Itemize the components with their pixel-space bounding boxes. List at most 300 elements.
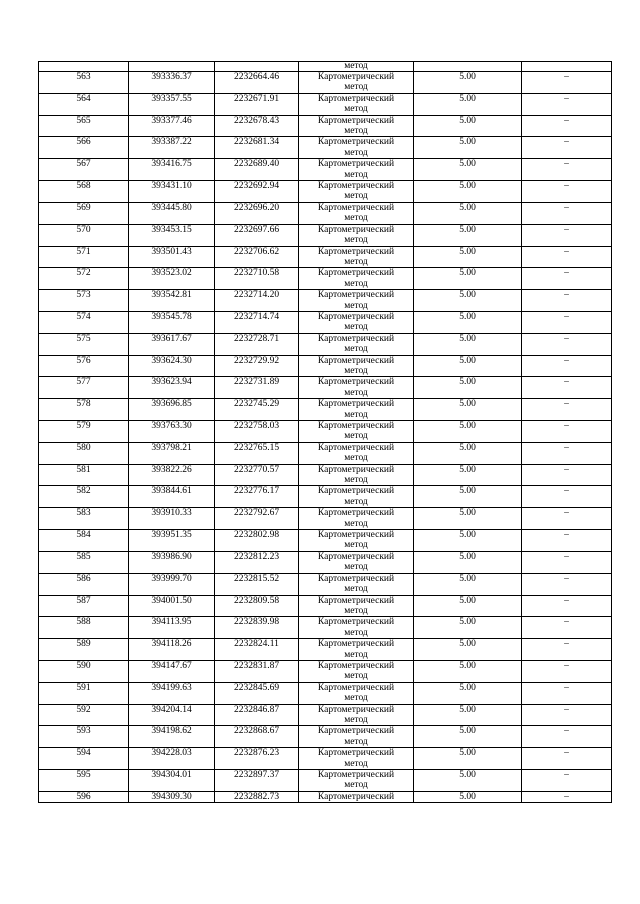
point-number-cell: 565 — [39, 115, 129, 137]
accuracy-cell: 5.00 — [414, 93, 522, 115]
y-coordinate-cell: 2232678.43 — [215, 115, 299, 137]
x-coordinate-cell: 393798.21 — [129, 442, 215, 464]
method-cell — [299, 442, 414, 464]
method-cell — [299, 486, 414, 508]
method-line-1: Картометрический — [317, 748, 395, 759]
x-coordinate-cell: 394113.95 — [129, 617, 215, 639]
x-coordinate-cell: 393501.43 — [129, 246, 215, 268]
note-cell: – — [522, 682, 612, 704]
method-line-1: Картометрический — [317, 333, 395, 344]
point-number-cell: 569 — [39, 202, 129, 224]
method-line-2: метод — [344, 736, 368, 747]
x-coordinate-cell: 394228.03 — [129, 748, 215, 770]
note-cell: – — [522, 224, 612, 246]
cell-empty — [39, 62, 129, 72]
method-cell — [299, 311, 414, 333]
y-coordinate-cell: 2232692.94 — [215, 181, 299, 203]
accuracy-cell: 5.00 — [414, 159, 522, 181]
point-number-cell: 582 — [39, 486, 129, 508]
note-cell: – — [522, 268, 612, 290]
method-line-1: Картометрический — [317, 159, 395, 170]
x-coordinate-cell: 394309.30 — [129, 791, 215, 802]
note-cell: – — [522, 93, 612, 115]
table-row — [39, 333, 612, 355]
accuracy-cell: 5.00 — [414, 770, 522, 792]
method-line-1: Картометрический — [317, 115, 395, 126]
note-cell: – — [522, 530, 612, 552]
y-coordinate-cell: 2232706.62 — [215, 246, 299, 268]
table-row — [39, 246, 612, 268]
y-coordinate-cell: 2232745.29 — [215, 399, 299, 421]
method-cell — [299, 791, 414, 802]
note-cell: – — [522, 290, 612, 312]
point-number-cell: 567 — [39, 159, 129, 181]
method-line-2: метод — [344, 126, 368, 137]
y-coordinate-cell: 2232731.89 — [215, 377, 299, 399]
point-number-cell: 585 — [39, 551, 129, 573]
method-line-2: метод — [344, 475, 368, 486]
accuracy-cell: 5.00 — [414, 377, 522, 399]
table-row — [39, 268, 612, 290]
method-cell — [299, 93, 414, 115]
point-number-cell: 581 — [39, 464, 129, 486]
accuracy-cell: 5.00 — [414, 399, 522, 421]
table-row — [39, 93, 612, 115]
accuracy-cell: 5.00 — [414, 137, 522, 159]
method-line-1: Картометрический — [317, 704, 395, 715]
method-line-2: метод — [344, 431, 368, 442]
method-line-2: метод — [344, 278, 368, 289]
table-row — [39, 72, 612, 94]
method-line-1: Картометрический — [317, 377, 395, 388]
table-row — [39, 595, 612, 617]
table-row — [39, 660, 612, 682]
accuracy-cell: 5.00 — [414, 355, 522, 377]
x-coordinate-cell: 393416.75 — [129, 159, 215, 181]
accuracy-cell: 5.00 — [414, 464, 522, 486]
point-number-cell: 568 — [39, 181, 129, 203]
method-cell — [299, 377, 414, 399]
method-cell — [299, 224, 414, 246]
y-coordinate-cell: 2232846.87 — [215, 704, 299, 726]
point-number-cell: 580 — [39, 442, 129, 464]
table-row — [39, 355, 612, 377]
point-number-cell: 595 — [39, 770, 129, 792]
method-cell — [299, 682, 414, 704]
accuracy-cell: 5.00 — [414, 72, 522, 94]
note-cell: – — [522, 748, 612, 770]
method-cell — [299, 159, 414, 181]
x-coordinate-cell: 393336.37 — [129, 72, 215, 94]
y-coordinate-cell: 2232876.23 — [215, 748, 299, 770]
method-line-1: Картометрический — [317, 486, 395, 497]
method-cell — [299, 617, 414, 639]
table-row — [39, 530, 612, 552]
method-cell — [299, 770, 414, 792]
x-coordinate-cell: 393617.67 — [129, 333, 215, 355]
method-line-2: метод — [344, 540, 368, 551]
method-line-1: Картометрический — [317, 791, 395, 802]
method-line-1: Картометрический — [317, 617, 395, 628]
method-line-1: Картометрический — [317, 639, 395, 650]
y-coordinate-cell: 2232758.03 — [215, 421, 299, 443]
x-coordinate-cell: 393445.80 — [129, 202, 215, 224]
x-coordinate-cell: 393986.90 — [129, 551, 215, 573]
point-number-cell: 577 — [39, 377, 129, 399]
note-cell: – — [522, 355, 612, 377]
method-line-1: Картометрический — [317, 770, 395, 780]
point-number-cell: 574 — [39, 311, 129, 333]
method-line-1: Картометрический — [317, 399, 395, 410]
note-cell: – — [522, 639, 612, 661]
method-cell — [299, 660, 414, 682]
method-line-1: Картометрический — [317, 573, 395, 584]
accuracy-cell: 5.00 — [414, 268, 522, 290]
x-coordinate-cell: 394199.63 — [129, 682, 215, 704]
table-row — [39, 639, 612, 661]
y-coordinate-cell: 2232792.67 — [215, 508, 299, 530]
method-line-1: Картометрический — [317, 421, 395, 431]
y-coordinate-cell: 2232824.11 — [215, 639, 299, 661]
table-row — [39, 399, 612, 421]
method-cell — [299, 333, 414, 355]
y-coordinate-cell: 2232882.73 — [215, 791, 299, 802]
method-line-2: метод — [344, 169, 368, 180]
point-number-cell: 571 — [39, 246, 129, 268]
note-cell: – — [522, 246, 612, 268]
accuracy-cell: 5.00 — [414, 595, 522, 617]
x-coordinate-cell: 394118.26 — [129, 639, 215, 661]
method-cell — [299, 464, 414, 486]
method-line-2: метод — [344, 344, 368, 355]
method-line-2: метод — [344, 605, 368, 616]
table-row — [39, 137, 612, 159]
table-row — [39, 115, 612, 137]
method-line-2: метод — [344, 693, 368, 704]
table-row — [39, 486, 612, 508]
x-coordinate-cell: 394198.62 — [129, 726, 215, 748]
point-number-cell: 566 — [39, 137, 129, 159]
y-coordinate-cell: 2232697.66 — [215, 224, 299, 246]
note-cell: – — [522, 311, 612, 333]
note-cell: – — [522, 704, 612, 726]
x-coordinate-cell: 393357.55 — [129, 93, 215, 115]
method-line-2: метод — [344, 453, 368, 464]
method-line-2: метод — [344, 627, 368, 638]
note-cell: – — [522, 770, 612, 792]
method-line-2: метод — [344, 300, 368, 311]
point-number-cell: 588 — [39, 617, 129, 639]
y-coordinate-cell: 2232714.74 — [215, 311, 299, 333]
point-number-cell: 578 — [39, 399, 129, 421]
method-cell — [299, 551, 414, 573]
accuracy-cell: 5.00 — [414, 442, 522, 464]
accuracy-cell: 5.00 — [414, 530, 522, 552]
y-coordinate-cell: 2232664.46 — [215, 72, 299, 94]
table-row — [39, 202, 612, 224]
point-number-cell: 596 — [39, 791, 129, 802]
method-line-1: Картометрический — [317, 508, 395, 519]
method-line-2: метод — [344, 387, 368, 398]
method-cell — [299, 573, 414, 595]
point-number-cell: 584 — [39, 530, 129, 552]
y-coordinate-cell: 2232689.40 — [215, 159, 299, 181]
table-row — [39, 159, 612, 181]
x-coordinate-cell: 394304.01 — [129, 770, 215, 792]
y-coordinate-cell: 2232831.87 — [215, 660, 299, 682]
table-row — [39, 573, 612, 595]
method-cell — [299, 595, 414, 617]
accuracy-cell: 5.00 — [414, 791, 522, 802]
method-line-2: метод — [344, 584, 368, 595]
method-cell — [299, 137, 414, 159]
method-line-2: метод — [344, 562, 368, 573]
method-line-1: Картометрический — [317, 202, 395, 213]
accuracy-cell: 5.00 — [414, 639, 522, 661]
table-row — [39, 704, 612, 726]
note-cell: – — [522, 660, 612, 682]
note-cell: – — [522, 573, 612, 595]
point-number-cell: 583 — [39, 508, 129, 530]
method-line-2: метод — [344, 518, 368, 529]
x-coordinate-cell: 394204.14 — [129, 704, 215, 726]
x-coordinate-cell: 393763.30 — [129, 421, 215, 443]
accuracy-cell: 5.00 — [414, 748, 522, 770]
note-cell: – — [522, 181, 612, 203]
note-cell: – — [522, 115, 612, 137]
y-coordinate-cell: 2232897.37 — [215, 770, 299, 792]
accuracy-cell: 5.00 — [414, 115, 522, 137]
method-cell — [299, 530, 414, 552]
table-row — [39, 551, 612, 573]
x-coordinate-cell: 393822.26 — [129, 464, 215, 486]
method-line-1: Картометрический — [317, 311, 395, 322]
x-coordinate-cell: 393453.15 — [129, 224, 215, 246]
y-coordinate-cell: 2232845.69 — [215, 682, 299, 704]
method-line-2: метод — [344, 780, 368, 791]
method-line-2: метод — [344, 191, 368, 202]
accuracy-cell: 5.00 — [414, 421, 522, 443]
method-line-1: Картометрический — [317, 682, 395, 693]
table-row — [39, 442, 612, 464]
method-line-1: Картометрический — [317, 464, 395, 475]
accuracy-cell: 5.00 — [414, 682, 522, 704]
note-cell: – — [522, 486, 612, 508]
x-coordinate-cell: 393951.35 — [129, 530, 215, 552]
method-line-1: Картометрический — [317, 726, 395, 737]
accuracy-cell: 5.00 — [414, 726, 522, 748]
point-number-cell: 573 — [39, 290, 129, 312]
y-coordinate-cell: 2232671.91 — [215, 93, 299, 115]
method-line-1: Картометрический — [317, 660, 395, 671]
method-line-2: метод — [344, 496, 368, 507]
method-line-1: Картометрический — [317, 268, 395, 279]
table-row — [39, 726, 612, 748]
accuracy-cell: 5.00 — [414, 617, 522, 639]
note-cell: – — [522, 551, 612, 573]
x-coordinate-cell: 394001.50 — [129, 595, 215, 617]
method-line-1: Картометрический — [317, 224, 395, 235]
point-number-cell: 590 — [39, 660, 129, 682]
method-line-2: метод — [344, 82, 368, 93]
y-coordinate-cell: 2232681.34 — [215, 137, 299, 159]
x-coordinate-cell: 393999.70 — [129, 573, 215, 595]
method-line-2: метод — [344, 714, 368, 725]
method-line-1: Картометрический — [317, 355, 395, 366]
y-coordinate-cell: 2232714.20 — [215, 290, 299, 312]
x-coordinate-cell: 393523.02 — [129, 268, 215, 290]
x-coordinate-cell: 394147.67 — [129, 660, 215, 682]
method-cell — [299, 290, 414, 312]
y-coordinate-cell: 2232776.17 — [215, 486, 299, 508]
x-coordinate-cell: 393387.22 — [129, 137, 215, 159]
note-cell: – — [522, 399, 612, 421]
method-line-1: Картометрический — [317, 442, 395, 453]
point-number-cell: 593 — [39, 726, 129, 748]
point-number-cell: 586 — [39, 573, 129, 595]
note-cell: – — [522, 72, 612, 94]
note-cell: – — [522, 137, 612, 159]
method-line-2: метод — [344, 235, 368, 246]
method-line-1: Картометрический — [317, 551, 395, 562]
accuracy-cell: 5.00 — [414, 486, 522, 508]
x-coordinate-cell: 393377.46 — [129, 115, 215, 137]
note-cell: – — [522, 617, 612, 639]
y-coordinate-cell: 2232729.92 — [215, 355, 299, 377]
method-cell — [299, 202, 414, 224]
method-line-2: метод — [344, 213, 368, 224]
method-line-1: Картометрический — [317, 595, 395, 606]
cell-empty — [215, 62, 299, 72]
point-number-cell: 589 — [39, 639, 129, 661]
method-line-1: Картометрический — [317, 72, 395, 82]
y-coordinate-cell: 2232812.23 — [215, 551, 299, 573]
y-coordinate-cell: 2232770.57 — [215, 464, 299, 486]
accuracy-cell: 5.00 — [414, 311, 522, 333]
method-line-2: метод — [344, 758, 368, 769]
table-row — [39, 224, 612, 246]
table-row — [39, 290, 612, 312]
y-coordinate-cell: 2232802.98 — [215, 530, 299, 552]
method-cell — [299, 355, 414, 377]
continuation-method-cell: метод — [299, 62, 414, 72]
method-line-1: Картометрический — [317, 530, 395, 541]
accuracy-cell: 5.00 — [414, 202, 522, 224]
x-coordinate-cell: 393545.78 — [129, 311, 215, 333]
table-row — [39, 421, 612, 443]
note-cell: – — [522, 726, 612, 748]
method-line-2: метод — [344, 104, 368, 115]
point-number-cell: 570 — [39, 224, 129, 246]
method-line-1: Картометрический — [317, 290, 395, 301]
y-coordinate-cell: 2232868.67 — [215, 726, 299, 748]
note-cell: – — [522, 464, 612, 486]
table-row — [39, 508, 612, 530]
method-cell — [299, 268, 414, 290]
y-coordinate-cell: 2232696.20 — [215, 202, 299, 224]
y-coordinate-cell: 2232809.58 — [215, 595, 299, 617]
y-coordinate-cell: 2232839.98 — [215, 617, 299, 639]
method-cell — [299, 726, 414, 748]
method-line-2: метод — [344, 671, 368, 682]
point-number-cell: 587 — [39, 595, 129, 617]
method-cell — [299, 748, 414, 770]
table-row — [39, 311, 612, 333]
x-coordinate-cell: 393623.94 — [129, 377, 215, 399]
table-row — [39, 377, 612, 399]
table-row — [39, 770, 612, 792]
accuracy-cell: 5.00 — [414, 333, 522, 355]
method-cell — [299, 181, 414, 203]
accuracy-cell: 5.00 — [414, 508, 522, 530]
method-line-1: Картометрический — [317, 181, 395, 192]
note-cell: – — [522, 595, 612, 617]
x-coordinate-cell: 393696.85 — [129, 399, 215, 421]
y-coordinate-cell: 2232815.52 — [215, 573, 299, 595]
method-line-1: Картометрический — [317, 93, 395, 104]
x-coordinate-cell: 393624.30 — [129, 355, 215, 377]
point-number-cell: 564 — [39, 93, 129, 115]
table-row — [39, 791, 612, 802]
note-cell: – — [522, 442, 612, 464]
x-coordinate-cell: 393542.81 — [129, 290, 215, 312]
note-cell: – — [522, 202, 612, 224]
x-coordinate-cell: 393844.61 — [129, 486, 215, 508]
method-line-2: метод — [344, 409, 368, 420]
accuracy-cell: 5.00 — [414, 181, 522, 203]
method-line-1: Картометрический — [317, 137, 395, 148]
method-cell — [299, 72, 414, 94]
x-coordinate-cell: 393910.33 — [129, 508, 215, 530]
method-line-2: метод — [344, 649, 368, 660]
method-line-2: метод — [344, 365, 368, 376]
method-cell — [299, 421, 414, 443]
continuation-row — [39, 62, 612, 72]
table-row — [39, 617, 612, 639]
method-cell — [299, 704, 414, 726]
method-line-2: метод — [344, 256, 368, 267]
accuracy-cell: 5.00 — [414, 224, 522, 246]
method-cell — [299, 639, 414, 661]
table-row — [39, 748, 612, 770]
method-line-2: метод — [344, 147, 368, 158]
y-coordinate-cell: 2232710.58 — [215, 268, 299, 290]
method-cell — [299, 399, 414, 421]
y-coordinate-cell: 2232765.15 — [215, 442, 299, 464]
note-cell: – — [522, 421, 612, 443]
method-cell — [299, 508, 414, 530]
table-row — [39, 181, 612, 203]
y-coordinate-cell: 2232728.71 — [215, 333, 299, 355]
point-number-cell: 563 — [39, 72, 129, 94]
cell-empty — [414, 62, 522, 72]
point-number-cell: 579 — [39, 421, 129, 443]
cell-empty — [522, 62, 612, 72]
accuracy-cell: 5.00 — [414, 290, 522, 312]
accuracy-cell: 5.00 — [414, 573, 522, 595]
method-line-2: метод — [344, 322, 368, 333]
note-cell: – — [522, 791, 612, 802]
point-number-cell: 592 — [39, 704, 129, 726]
table-row — [39, 464, 612, 486]
note-cell: – — [522, 508, 612, 530]
note-cell: – — [522, 159, 612, 181]
note-cell: – — [522, 377, 612, 399]
point-number-cell: 576 — [39, 355, 129, 377]
point-number-cell: 591 — [39, 682, 129, 704]
method-cell — [299, 246, 414, 268]
method-line-1: Картометрический — [317, 246, 395, 257]
